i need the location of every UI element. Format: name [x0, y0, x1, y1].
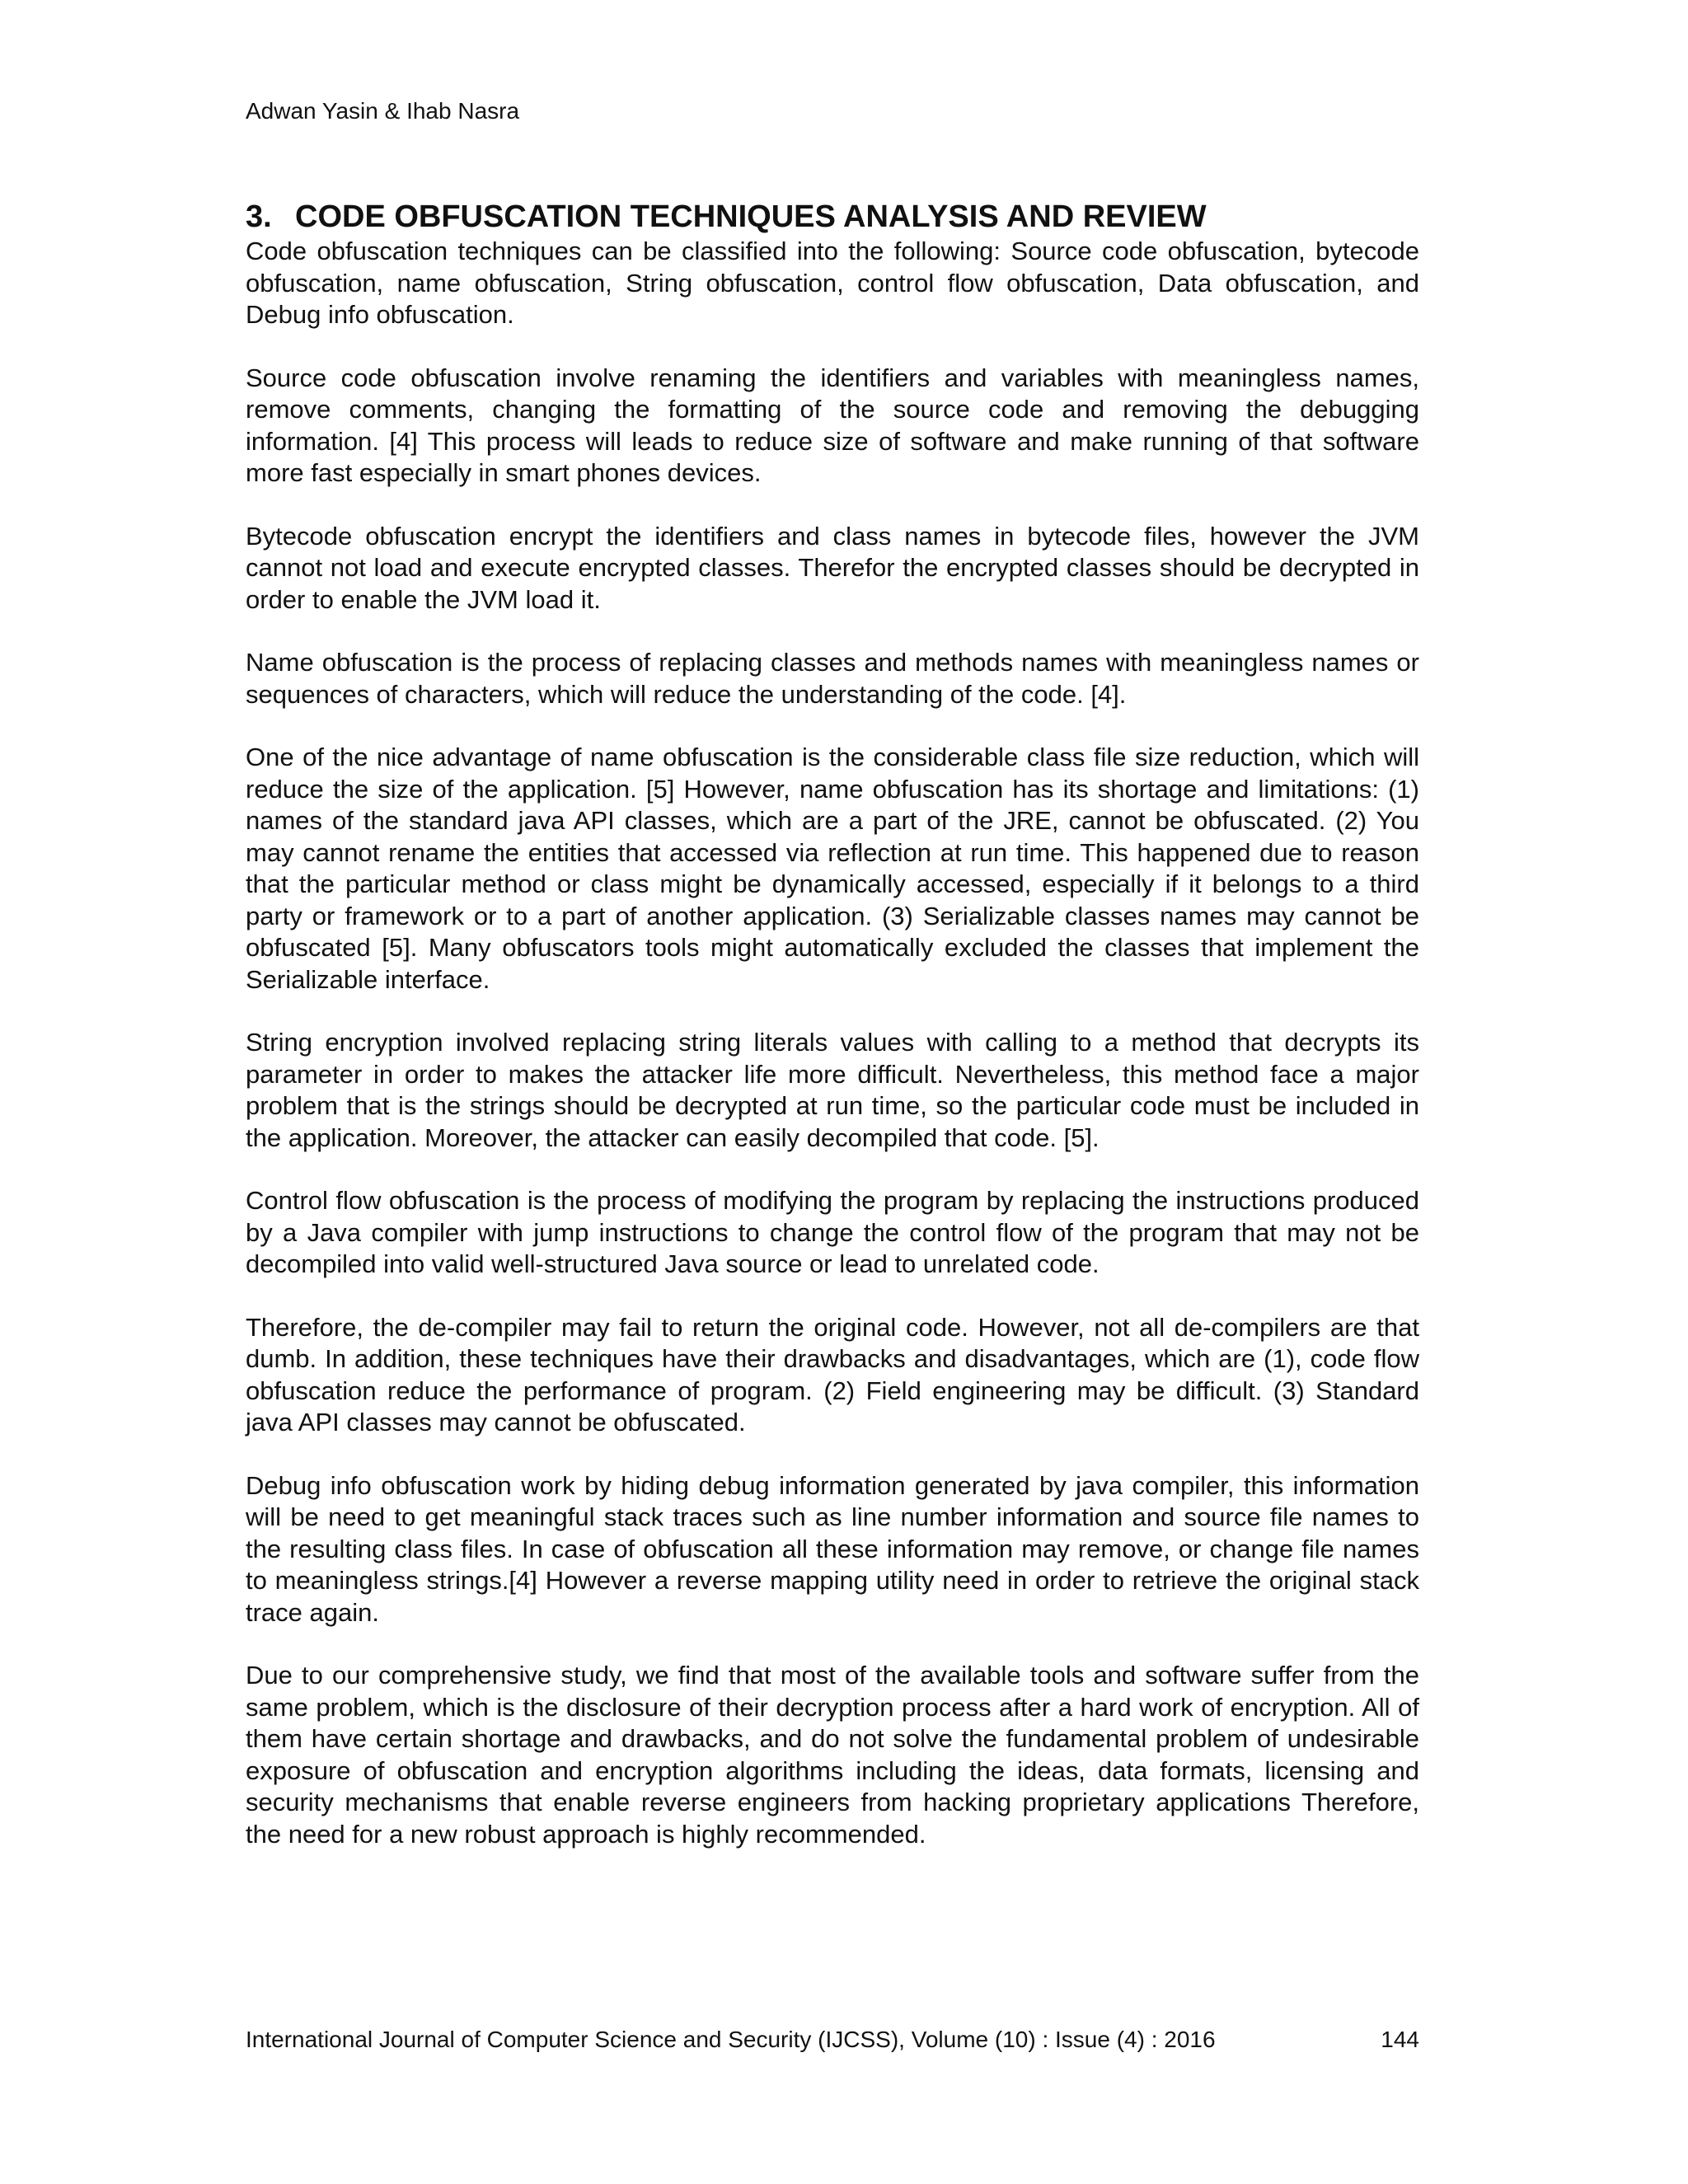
paragraph-string-encryption: String encryption involved replacing string literals values with calling to a method that decrypts its parameter in order to makes the attacker life more difficult. Nevertheless, this method face a major problem that is the strings should be decrypted at run time, so the particular code must be included in the application. Moreover, the attacker can easily decompiled that code. [5]. [246, 1028, 1419, 1152]
paragraph-intro: Code obfuscation techniques can be classified into the following: Source code obfuscation, bytecode obfuscation, name obfuscation, String obfuscation, control flow obfuscation, Data obfuscation, and Debug info obfuscation. [246, 237, 1419, 329]
paragraph-control-flow-obfuscation: Control flow obfuscation is the process of modifying the program by replacing the instructions produced by a Java compiler with jump instructions to change the control flow of the program that may not be decompiled into valid well-structured Java source or lead to unrelated code. [246, 1186, 1419, 1278]
paragraph-name-obfuscation: Name obfuscation is the process of replacing classes and methods names with meaningless names or sequences of characters, which will reduce the understanding of the code. [4]. [246, 648, 1419, 709]
paragraph-name-obfuscation-limitations: One of the nice advantage of name obfuscation is the considerable class file size reduction, which will reduce the size of the application. [5] However, name obfuscation has its shortage and limitations: (1) names of the standard java API classes, which are a part of the JRE, cannot be obfuscated. (2) You may cannot rename the entities that accessed via reflection at run time. This happened due to reason that the particular method or class might be dynamically accessed, especially if it belongs to a third party or framework or to a part of another application. (3) Serializable classes names may cannot be obfuscated [5]. Many obfuscators tools might automatically excluded the classes that implement the Serializable interface. [246, 743, 1419, 994]
paragraph-source-code-obfuscation: Source code obfuscation involve renaming the identifiers and variables with meaningless names, remove comments, changing the formatting of the source code and removing the debugging information. [4] This process will leads to reduce size of software and make running of that software more fast especially in smart phones devices. [246, 363, 1419, 487]
section-heading [246, 198, 1419, 236]
footer-journal-citation: International Journal of Computer Science and Security (IJCSS), Volume (10) : Issue (4) : 2016 [246, 2027, 1216, 2052]
paragraph-debug-info-obfuscation: Debug info obfuscation work by hiding debug information generated by java compiler, this information will be need to get meaningful stack traces such as line number information and source file names to the resulting class files. In case of obfuscation all these information may remove, or change file names to meaningless strings.[4] However a reverse mapping utility need in order to retrieve the original stack trace again. [246, 1470, 1419, 1627]
main-content [246, 198, 1419, 1882]
section-title: CODE OBFUSCATION TECHNIQUES ANALYSIS AND REVIEW [295, 199, 1207, 234]
paragraph-conclusion: Due to our comprehensive study, we find that most of the available tools and software suffer from the same problem, which is the disclosure of their decryption process after a hard work of encryption. All of them have certain shortage and drawbacks, and do not solve the fundamental problem of undesirable exposure of obfuscation and encryption algorithms including the ideas, data formats, licensing and security mechanisms that enable reverse engineers from hacking proprietary applications Therefore, the need for a new robust approach is highly recommended. [246, 1661, 1419, 1849]
section-number: 3. [246, 199, 272, 234]
footer-page-number: 144 [1381, 2027, 1419, 2052]
running-head-authors: Adwan Yasin & Ihab Nasra [246, 98, 520, 124]
paragraph-bytecode-obfuscation: Bytecode obfuscation encrypt the identifiers and class names in bytecode files, however the JVM cannot not load and execute encrypted classes. Therefor the encrypted classes should be decrypted in order to enable the JVM load it. [246, 521, 1419, 614]
paragraph-decompiler-drawbacks: Therefore, the de-compiler may fail to return the original code. However, not all de-compilers are that dumb. In addition, these techniques have their drawbacks and disadvantages, which are (1), code flow obfuscation reduce the performance of program. (2) Field engineering may be difficult. (3) Standard java API classes may cannot be obfuscated. [246, 1312, 1419, 1436]
